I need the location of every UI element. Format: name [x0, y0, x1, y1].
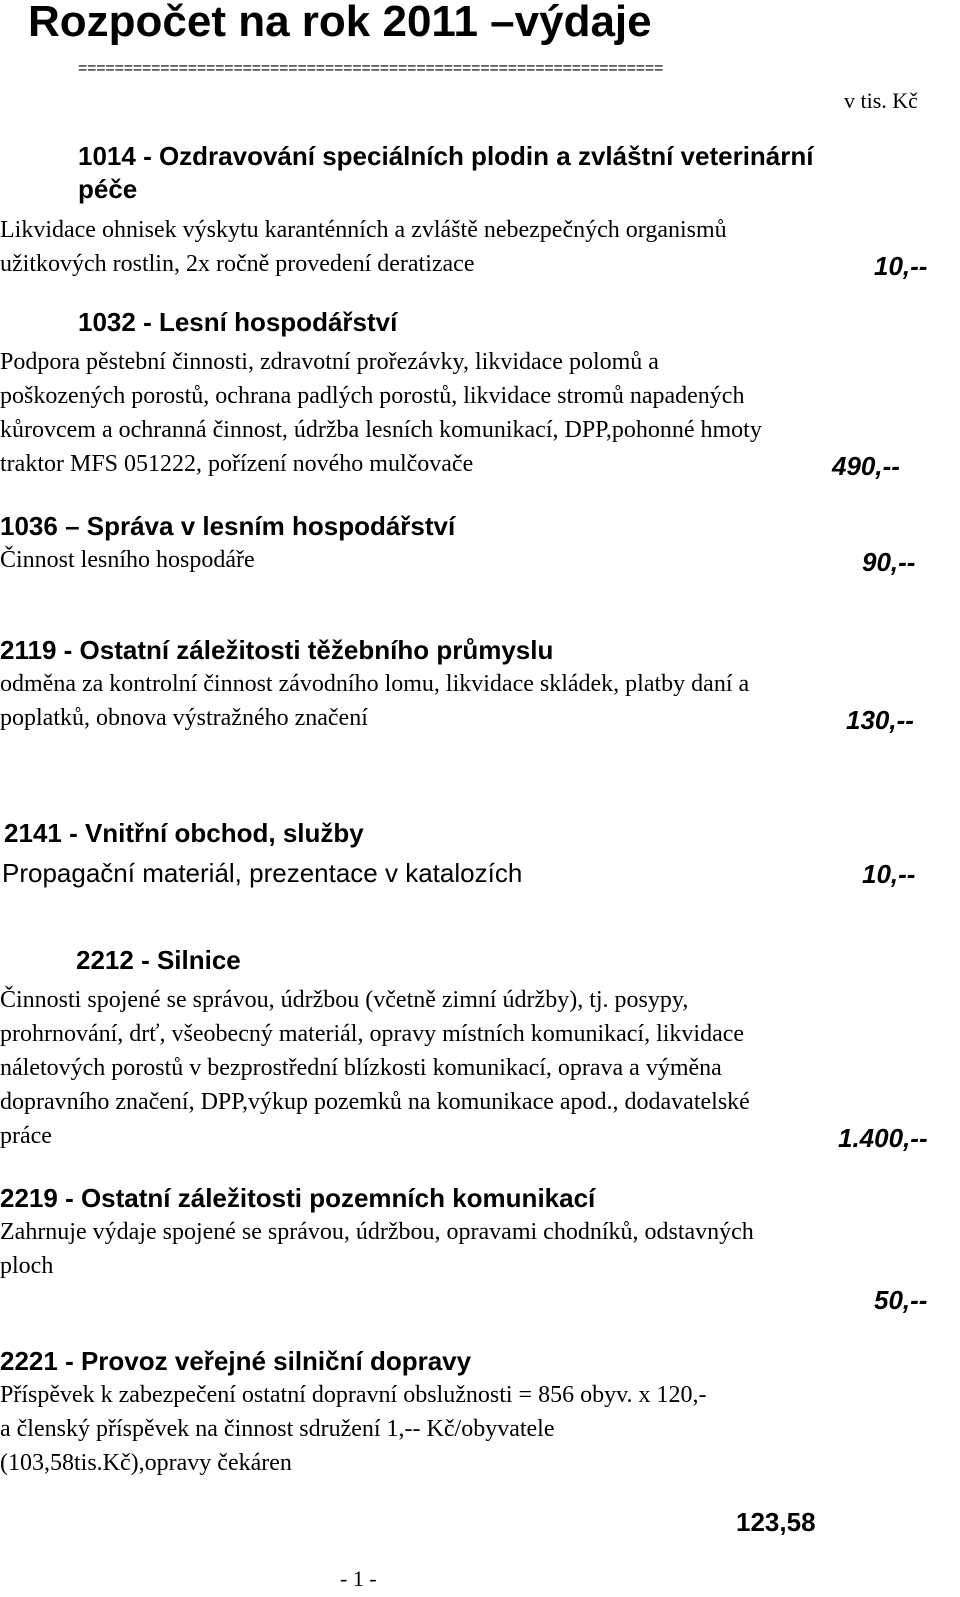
section-1014-text-line-1: Likvidace ohnisek výskytu karanténních a zvláště nebezpečných organismů	[0, 217, 727, 243]
section-2221-text-line-1: Příspěvek k zabezpečení ostatní dopravní obslužnosti = 856 obyv. x 120,-	[0, 1382, 707, 1408]
section-1036-text-line-1: Činnost lesního hospodáře	[0, 547, 255, 573]
section-1014-heading-line-2: péče	[78, 174, 138, 204]
section-2212-text-line-1: Činnosti spojené se správou, údržbou (včetně zimní údržby), tj. posypy,	[0, 987, 689, 1013]
section-2221-heading: 2221 - Provoz veřejné silniční dopravy	[0, 1346, 472, 1376]
page-number: - 1 -	[340, 1566, 377, 1591]
section-2212-amount: 1.400,--	[838, 1123, 928, 1153]
section-1032-heading: 1032 - Lesní hospodářství	[78, 307, 398, 337]
section-1032-text-line-2: poškozených porostů, ochrana padlých porostů, likvidace stromů napadených	[0, 383, 745, 409]
section-2119-amount: 130,--	[846, 705, 914, 735]
page-title: Rozpočet na rok 2011 –výdaje	[28, 0, 652, 46]
section-2221-text-line-2: a členský příspěvek na činnost sdružení 1,-- Kč/obyvatele	[0, 1416, 555, 1442]
section-2219-heading: 2219 - Ostatní záležitosti pozemních komunikací	[0, 1183, 596, 1213]
section-1014-text-line-2: užitkových rostlin, 2x ročně provedení deratizace	[0, 251, 475, 277]
title-underline-rule: ================================================================	[78, 60, 664, 77]
section-1032-amount: 490,--	[832, 451, 900, 481]
section-2212-text-line-3: náletových porostů v bezprostřední blízkosti komunikací, oprava a výměna	[0, 1055, 722, 1081]
section-1036-heading: 1036 – Správa v lesním hospodářství	[0, 511, 456, 541]
section-2221-amount: 123,58	[736, 1507, 816, 1537]
section-1014-heading-line-1: 1014 - Ozdravování speciálních plodin a zvláštní veterinární	[78, 141, 814, 171]
section-2212-text-line-4: dopravního značení, DPP,výkup pozemků na komunikace apod., dodavatelské	[0, 1089, 750, 1115]
unit-label: v tis. Kč	[844, 88, 918, 113]
section-1032-text-line-4: traktor MFS 051222, pořízení nového mulčovače	[0, 451, 474, 477]
section-2212-heading: 2212 - Silnice	[76, 945, 241, 975]
section-1032-text-line-3: kůrovcem a ochranná činnost, údržba lesních komunikací, DPP,pohonné hmoty	[0, 417, 762, 443]
section-2141-amount: 10,--	[862, 859, 916, 889]
section-1032-text-line-1: Podpora pěstební činnosti, zdravotní prořezávky, likvidace polomů a	[0, 349, 659, 375]
section-2119-heading: 2119 - Ostatní záležitosti těžebního průmyslu	[0, 635, 554, 665]
section-2219-text-line-2: ploch	[0, 1253, 54, 1279]
section-2141-text-line-1: Propagační materiál, prezentace v katalozích	[2, 858, 523, 888]
section-1036-amount: 90,--	[862, 547, 916, 577]
section-2219-amount: 50,--	[874, 1285, 928, 1315]
section-1014-amount: 10,--	[874, 251, 928, 281]
section-2221-text-line-3: (103,58tis.Kč),opravy čekáren	[0, 1450, 292, 1476]
section-2219-text-line-1: Zahrnuje výdaje spojené se správou, údržbou, opravami chodníků, odstavných	[0, 1219, 754, 1245]
section-2119-text-line-2: poplatků, obnova výstražného značení	[0, 705, 368, 731]
section-2141-heading: 2141 - Vnitřní obchod, služby	[4, 818, 364, 848]
section-2212-text-line-2: prohrnování, drť, všeobecný materiál, opravy místních komunikací, likvidace	[0, 1021, 745, 1047]
section-2212-text-line-5: práce	[0, 1123, 52, 1149]
section-2119-text-line-1: odměna za kontrolní činnost závodního lomu, likvidace skládek, platby daní a	[0, 671, 750, 697]
